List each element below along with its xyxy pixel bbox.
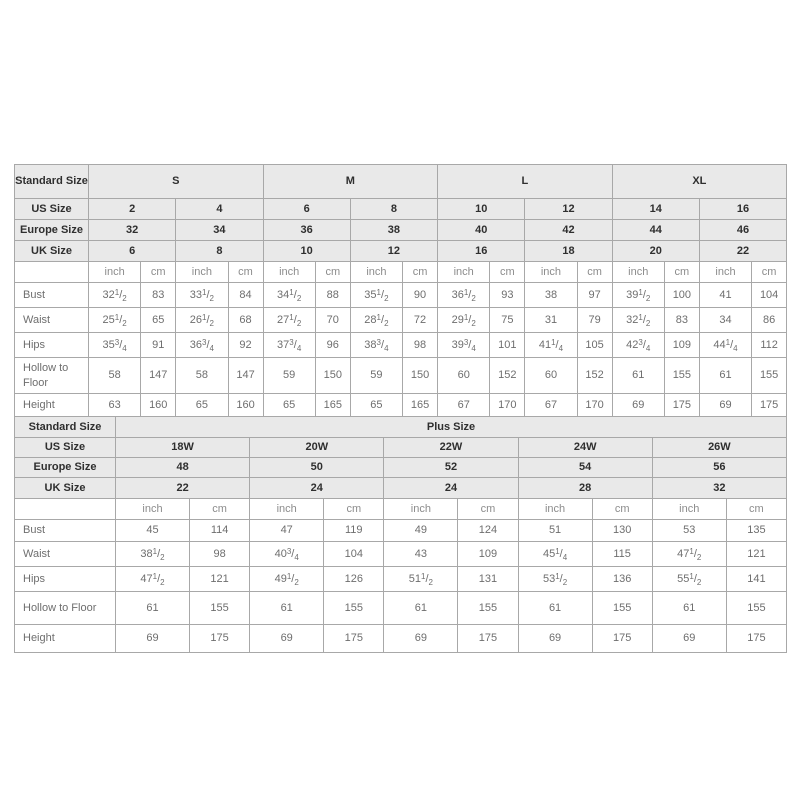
- size-value-cell: 56: [652, 458, 786, 478]
- size-value-cell: 28: [518, 478, 652, 499]
- measure-value-cell: 91: [141, 333, 176, 358]
- size-chart: [14, 164, 786, 653]
- unit-header-cell: inch: [699, 262, 751, 283]
- table-row: [15, 542, 787, 567]
- unit-header-cell: inch: [518, 499, 592, 520]
- unit-header-cell: cm: [315, 262, 350, 283]
- size-value-cell: 24W: [518, 438, 652, 458]
- table-row: [15, 241, 787, 262]
- table-row: [15, 220, 787, 241]
- table-row: [15, 262, 787, 283]
- measure-value-cell: 75: [490, 308, 525, 333]
- measure-value-cell: 150: [403, 358, 438, 394]
- measure-value-cell: 58: [176, 358, 228, 394]
- measure-value-cell: 147: [141, 358, 176, 394]
- size-value-cell: 32: [652, 478, 786, 499]
- measure-value-cell: 131: [458, 567, 518, 592]
- standard-size-table: [14, 164, 787, 417]
- measure-value-cell: 101: [490, 333, 525, 358]
- unit-header-cell: cm: [490, 262, 525, 283]
- size-group-header: M: [263, 165, 438, 199]
- table-row: [15, 567, 787, 592]
- measure-value-cell: 60: [438, 358, 490, 394]
- unit-header-cell: inch: [250, 499, 324, 520]
- measure-value-cell: 147: [228, 358, 263, 394]
- measure-value-cell: 68: [228, 308, 263, 333]
- measure-value-cell: 59: [350, 358, 402, 394]
- size-value-cell: 6: [89, 241, 176, 262]
- unit-header-cell: cm: [726, 499, 786, 520]
- size-value-cell: 6: [263, 199, 350, 220]
- size-value-cell: 48: [116, 458, 250, 478]
- size-value-cell: 20: [612, 241, 699, 262]
- measure-value-cell: 141: [726, 567, 786, 592]
- plus-size-table: [14, 416, 787, 653]
- size-value-cell: 40: [438, 220, 525, 241]
- measure-row-label: Hollow to Floor: [15, 592, 116, 625]
- unit-header-cell: cm: [752, 262, 787, 283]
- measure-value-cell: 175: [324, 625, 384, 653]
- size-value-cell: 2: [89, 199, 176, 220]
- measure-value-cell: 136: [592, 567, 652, 592]
- size-value-cell: 36: [263, 220, 350, 241]
- measure-value-cell: 61: [652, 592, 726, 625]
- measure-value-cell: 38: [525, 283, 577, 308]
- unit-header-cell: inch: [350, 262, 402, 283]
- unit-header-cell: inch: [612, 262, 664, 283]
- unit-header-cell: cm: [190, 499, 250, 520]
- measure-row-label: Hollow to Floor: [15, 358, 89, 394]
- table-row: [15, 283, 787, 308]
- corner-header-cell: Standard Size: [15, 165, 89, 199]
- measure-value-cell: $47^1/_2$: [116, 567, 190, 592]
- measure-value-cell: 155: [752, 358, 787, 394]
- measure-value-cell: 112: [752, 333, 787, 358]
- measure-value-cell: $33^1/_2$: [176, 283, 228, 308]
- measure-value-cell: $39^1/_2$: [612, 283, 664, 308]
- measure-value-cell: 165: [403, 394, 438, 417]
- measure-value-cell: 72: [403, 308, 438, 333]
- measure-value-cell: 51: [518, 520, 592, 542]
- measure-value-cell: 86: [752, 308, 787, 333]
- size-value-cell: 24: [250, 478, 384, 499]
- size-row-label: US Size: [15, 438, 116, 458]
- measure-value-cell: 170: [490, 394, 525, 417]
- measure-value-cell: 175: [752, 394, 787, 417]
- measure-value-cell: 170: [577, 394, 612, 417]
- measure-value-cell: 61: [612, 358, 664, 394]
- measure-value-cell: 98: [403, 333, 438, 358]
- unit-header-cell: inch: [176, 262, 228, 283]
- measure-value-cell: $38^3/_4$: [350, 333, 402, 358]
- measure-value-cell: 150: [315, 358, 350, 394]
- unit-header-cell: cm: [141, 262, 176, 283]
- size-value-cell: 16: [438, 241, 525, 262]
- size-value-cell: 20W: [250, 438, 384, 458]
- size-value-cell: 12: [350, 241, 437, 262]
- measure-value-cell: 175: [190, 625, 250, 653]
- measure-value-cell: 160: [228, 394, 263, 417]
- table-row: [15, 592, 787, 625]
- unit-header-cell: cm: [403, 262, 438, 283]
- table-row: [15, 308, 787, 333]
- table-row: [15, 458, 787, 478]
- measure-value-cell: 104: [324, 542, 384, 567]
- measure-value-cell: $35^3/_4$: [89, 333, 141, 358]
- unit-header-cell: cm: [577, 262, 612, 283]
- measure-value-cell: 135: [726, 520, 786, 542]
- measure-value-cell: 61: [384, 592, 458, 625]
- measure-row-label: Height: [15, 625, 116, 653]
- measure-value-cell: 69: [518, 625, 592, 653]
- measure-value-cell: $39^3/_4$: [438, 333, 490, 358]
- measure-value-cell: 124: [458, 520, 518, 542]
- measure-value-cell: 175: [458, 625, 518, 653]
- measure-value-cell: 67: [438, 394, 490, 417]
- size-row-label: Europe Size: [15, 220, 89, 241]
- measure-value-cell: 69: [116, 625, 190, 653]
- measure-value-cell: 165: [315, 394, 350, 417]
- measure-value-cell: 65: [263, 394, 315, 417]
- size-value-cell: 10: [263, 241, 350, 262]
- table-row: [15, 499, 787, 520]
- measure-value-cell: 90: [403, 283, 438, 308]
- size-row-label: US Size: [15, 199, 89, 220]
- measure-value-cell: $32^1/_2$: [89, 283, 141, 308]
- unit-row-empty-cell: [15, 262, 89, 283]
- measure-value-cell: 155: [324, 592, 384, 625]
- measure-value-cell: $27^1/_2$: [263, 308, 315, 333]
- measure-value-cell: 69: [699, 394, 751, 417]
- corner-header-cell: Standard Size: [15, 417, 116, 438]
- measure-value-cell: 65: [176, 394, 228, 417]
- table-row: [15, 438, 787, 458]
- measure-value-cell: 130: [592, 520, 652, 542]
- measure-value-cell: $37^3/_4$: [263, 333, 315, 358]
- size-group-header: XL: [612, 165, 787, 199]
- measure-value-cell: 115: [592, 542, 652, 567]
- size-value-cell: 14: [612, 199, 699, 220]
- unit-header-cell: cm: [228, 262, 263, 283]
- size-value-cell: 10: [438, 199, 525, 220]
- measure-value-cell: $38^1/_2$: [116, 542, 190, 567]
- size-row-label: UK Size: [15, 478, 116, 499]
- size-group-header: L: [438, 165, 613, 199]
- unit-header-cell: cm: [324, 499, 384, 520]
- size-value-cell: 8: [176, 241, 263, 262]
- measure-value-cell: 58: [89, 358, 141, 394]
- size-value-cell: 42: [525, 220, 612, 241]
- size-value-cell: 8: [350, 199, 437, 220]
- measure-value-cell: $36^1/_2$: [438, 283, 490, 308]
- measure-value-cell: 105: [577, 333, 612, 358]
- measure-value-cell: $25^1/_2$: [89, 308, 141, 333]
- measure-value-cell: 109: [664, 333, 699, 358]
- measure-value-cell: $44^1/_4$: [699, 333, 751, 358]
- measure-value-cell: 49: [384, 520, 458, 542]
- table-row: [15, 417, 787, 438]
- table-row: [15, 199, 787, 220]
- measure-value-cell: 175: [592, 625, 652, 653]
- measure-value-cell: 60: [525, 358, 577, 394]
- unit-row-empty-cell: [15, 499, 116, 520]
- measure-row-label: Bust: [15, 283, 89, 308]
- measure-value-cell: 155: [726, 592, 786, 625]
- measure-value-cell: 61: [518, 592, 592, 625]
- size-value-cell: 4: [176, 199, 263, 220]
- measure-value-cell: $28^1/_2$: [350, 308, 402, 333]
- measure-value-cell: 65: [141, 308, 176, 333]
- measure-value-cell: 61: [250, 592, 324, 625]
- table-row: [15, 165, 787, 199]
- measure-value-cell: 83: [664, 308, 699, 333]
- size-value-cell: 12: [525, 199, 612, 220]
- measure-value-cell: 97: [577, 283, 612, 308]
- size-value-cell: 22: [116, 478, 250, 499]
- measure-value-cell: 155: [664, 358, 699, 394]
- measure-value-cell: $34^1/_2$: [263, 283, 315, 308]
- measure-value-cell: 31: [525, 308, 577, 333]
- measure-row-label: Waist: [15, 542, 116, 567]
- size-group-header: Plus Size: [116, 417, 787, 438]
- measure-value-cell: 61: [116, 592, 190, 625]
- measure-row-label: Hips: [15, 567, 116, 592]
- size-value-cell: 32: [89, 220, 176, 241]
- measure-value-cell: 70: [315, 308, 350, 333]
- measure-value-cell: 121: [190, 567, 250, 592]
- measure-value-cell: 61: [699, 358, 751, 394]
- measure-value-cell: 83: [141, 283, 176, 308]
- measure-value-cell: 100: [664, 283, 699, 308]
- measure-value-cell: 119: [324, 520, 384, 542]
- measure-value-cell: 155: [190, 592, 250, 625]
- measure-value-cell: $26^1/_2$: [176, 308, 228, 333]
- unit-header-cell: inch: [384, 499, 458, 520]
- measure-value-cell: 69: [652, 625, 726, 653]
- measure-value-cell: 160: [141, 394, 176, 417]
- measure-value-cell: 47: [250, 520, 324, 542]
- size-value-cell: 46: [699, 220, 786, 241]
- size-value-cell: 22W: [384, 438, 518, 458]
- measure-value-cell: 96: [315, 333, 350, 358]
- unit-header-cell: inch: [263, 262, 315, 283]
- measure-value-cell: $35^1/_2$: [350, 283, 402, 308]
- size-value-cell: 38: [350, 220, 437, 241]
- measure-value-cell: 121: [726, 542, 786, 567]
- measure-value-cell: $41^1/_4$: [525, 333, 577, 358]
- measure-value-cell: $53^1/_2$: [518, 567, 592, 592]
- table-row: [15, 394, 787, 417]
- measure-value-cell: 79: [577, 308, 612, 333]
- unit-header-cell: inch: [652, 499, 726, 520]
- measure-value-cell: 41: [699, 283, 751, 308]
- size-value-cell: 52: [384, 458, 518, 478]
- table-row: [15, 358, 787, 394]
- measure-value-cell: 84: [228, 283, 263, 308]
- size-value-cell: 50: [250, 458, 384, 478]
- measure-value-cell: 63: [89, 394, 141, 417]
- unit-header-cell: cm: [592, 499, 652, 520]
- table-row: [15, 478, 787, 499]
- measure-value-cell: 69: [250, 625, 324, 653]
- measure-value-cell: 98: [190, 542, 250, 567]
- measure-row-label: Waist: [15, 308, 89, 333]
- measure-row-label: Bust: [15, 520, 116, 542]
- measure-value-cell: $45^1/_4$: [518, 542, 592, 567]
- measure-value-cell: 59: [263, 358, 315, 394]
- measure-value-cell: 53: [652, 520, 726, 542]
- measure-value-cell: $55^1/_2$: [652, 567, 726, 592]
- unit-header-cell: cm: [458, 499, 518, 520]
- measure-row-label: Height: [15, 394, 89, 417]
- measure-value-cell: 155: [592, 592, 652, 625]
- measure-value-cell: $49^1/_2$: [250, 567, 324, 592]
- measure-value-cell: 175: [726, 625, 786, 653]
- size-row-label: UK Size: [15, 241, 89, 262]
- measure-value-cell: 126: [324, 567, 384, 592]
- measure-value-cell: 92: [228, 333, 263, 358]
- unit-header-cell: inch: [438, 262, 490, 283]
- measure-value-cell: 43: [384, 542, 458, 567]
- measure-value-cell: 65: [350, 394, 402, 417]
- measure-value-cell: $40^3/_4$: [250, 542, 324, 567]
- size-value-cell: 44: [612, 220, 699, 241]
- size-value-cell: 54: [518, 458, 652, 478]
- measure-value-cell: $47^1/_2$: [652, 542, 726, 567]
- measure-value-cell: 104: [752, 283, 787, 308]
- size-value-cell: 34: [176, 220, 263, 241]
- measure-value-cell: 93: [490, 283, 525, 308]
- measure-row-label: Hips: [15, 333, 89, 358]
- table-row: [15, 625, 787, 653]
- measure-value-cell: 67: [525, 394, 577, 417]
- size-value-cell: 18: [525, 241, 612, 262]
- measure-value-cell: 175: [664, 394, 699, 417]
- size-value-cell: 26W: [652, 438, 786, 458]
- measure-value-cell: $51^1/_2$: [384, 567, 458, 592]
- measure-value-cell: $29^1/_2$: [438, 308, 490, 333]
- table-row: [15, 520, 787, 542]
- measure-value-cell: $32^1/_2$: [612, 308, 664, 333]
- measure-value-cell: 155: [458, 592, 518, 625]
- measure-value-cell: 34: [699, 308, 751, 333]
- measure-value-cell: 109: [458, 542, 518, 567]
- measure-value-cell: 45: [116, 520, 190, 542]
- table-row: [15, 333, 787, 358]
- unit-header-cell: inch: [525, 262, 577, 283]
- measure-value-cell: 114: [190, 520, 250, 542]
- measure-value-cell: 88: [315, 283, 350, 308]
- size-group-header: S: [89, 165, 264, 199]
- unit-header-cell: inch: [116, 499, 190, 520]
- measure-value-cell: 69: [612, 394, 664, 417]
- size-value-cell: 22: [699, 241, 786, 262]
- measure-value-cell: $42^3/_4$: [612, 333, 664, 358]
- size-value-cell: 18W: [116, 438, 250, 458]
- size-value-cell: 24: [384, 478, 518, 499]
- measure-value-cell: 152: [490, 358, 525, 394]
- size-value-cell: 16: [699, 199, 786, 220]
- measure-value-cell: $36^3/_4$: [176, 333, 228, 358]
- measure-value-cell: 152: [577, 358, 612, 394]
- size-row-label: Europe Size: [15, 458, 116, 478]
- unit-header-cell: inch: [89, 262, 141, 283]
- measure-value-cell: 69: [384, 625, 458, 653]
- unit-header-cell: cm: [664, 262, 699, 283]
